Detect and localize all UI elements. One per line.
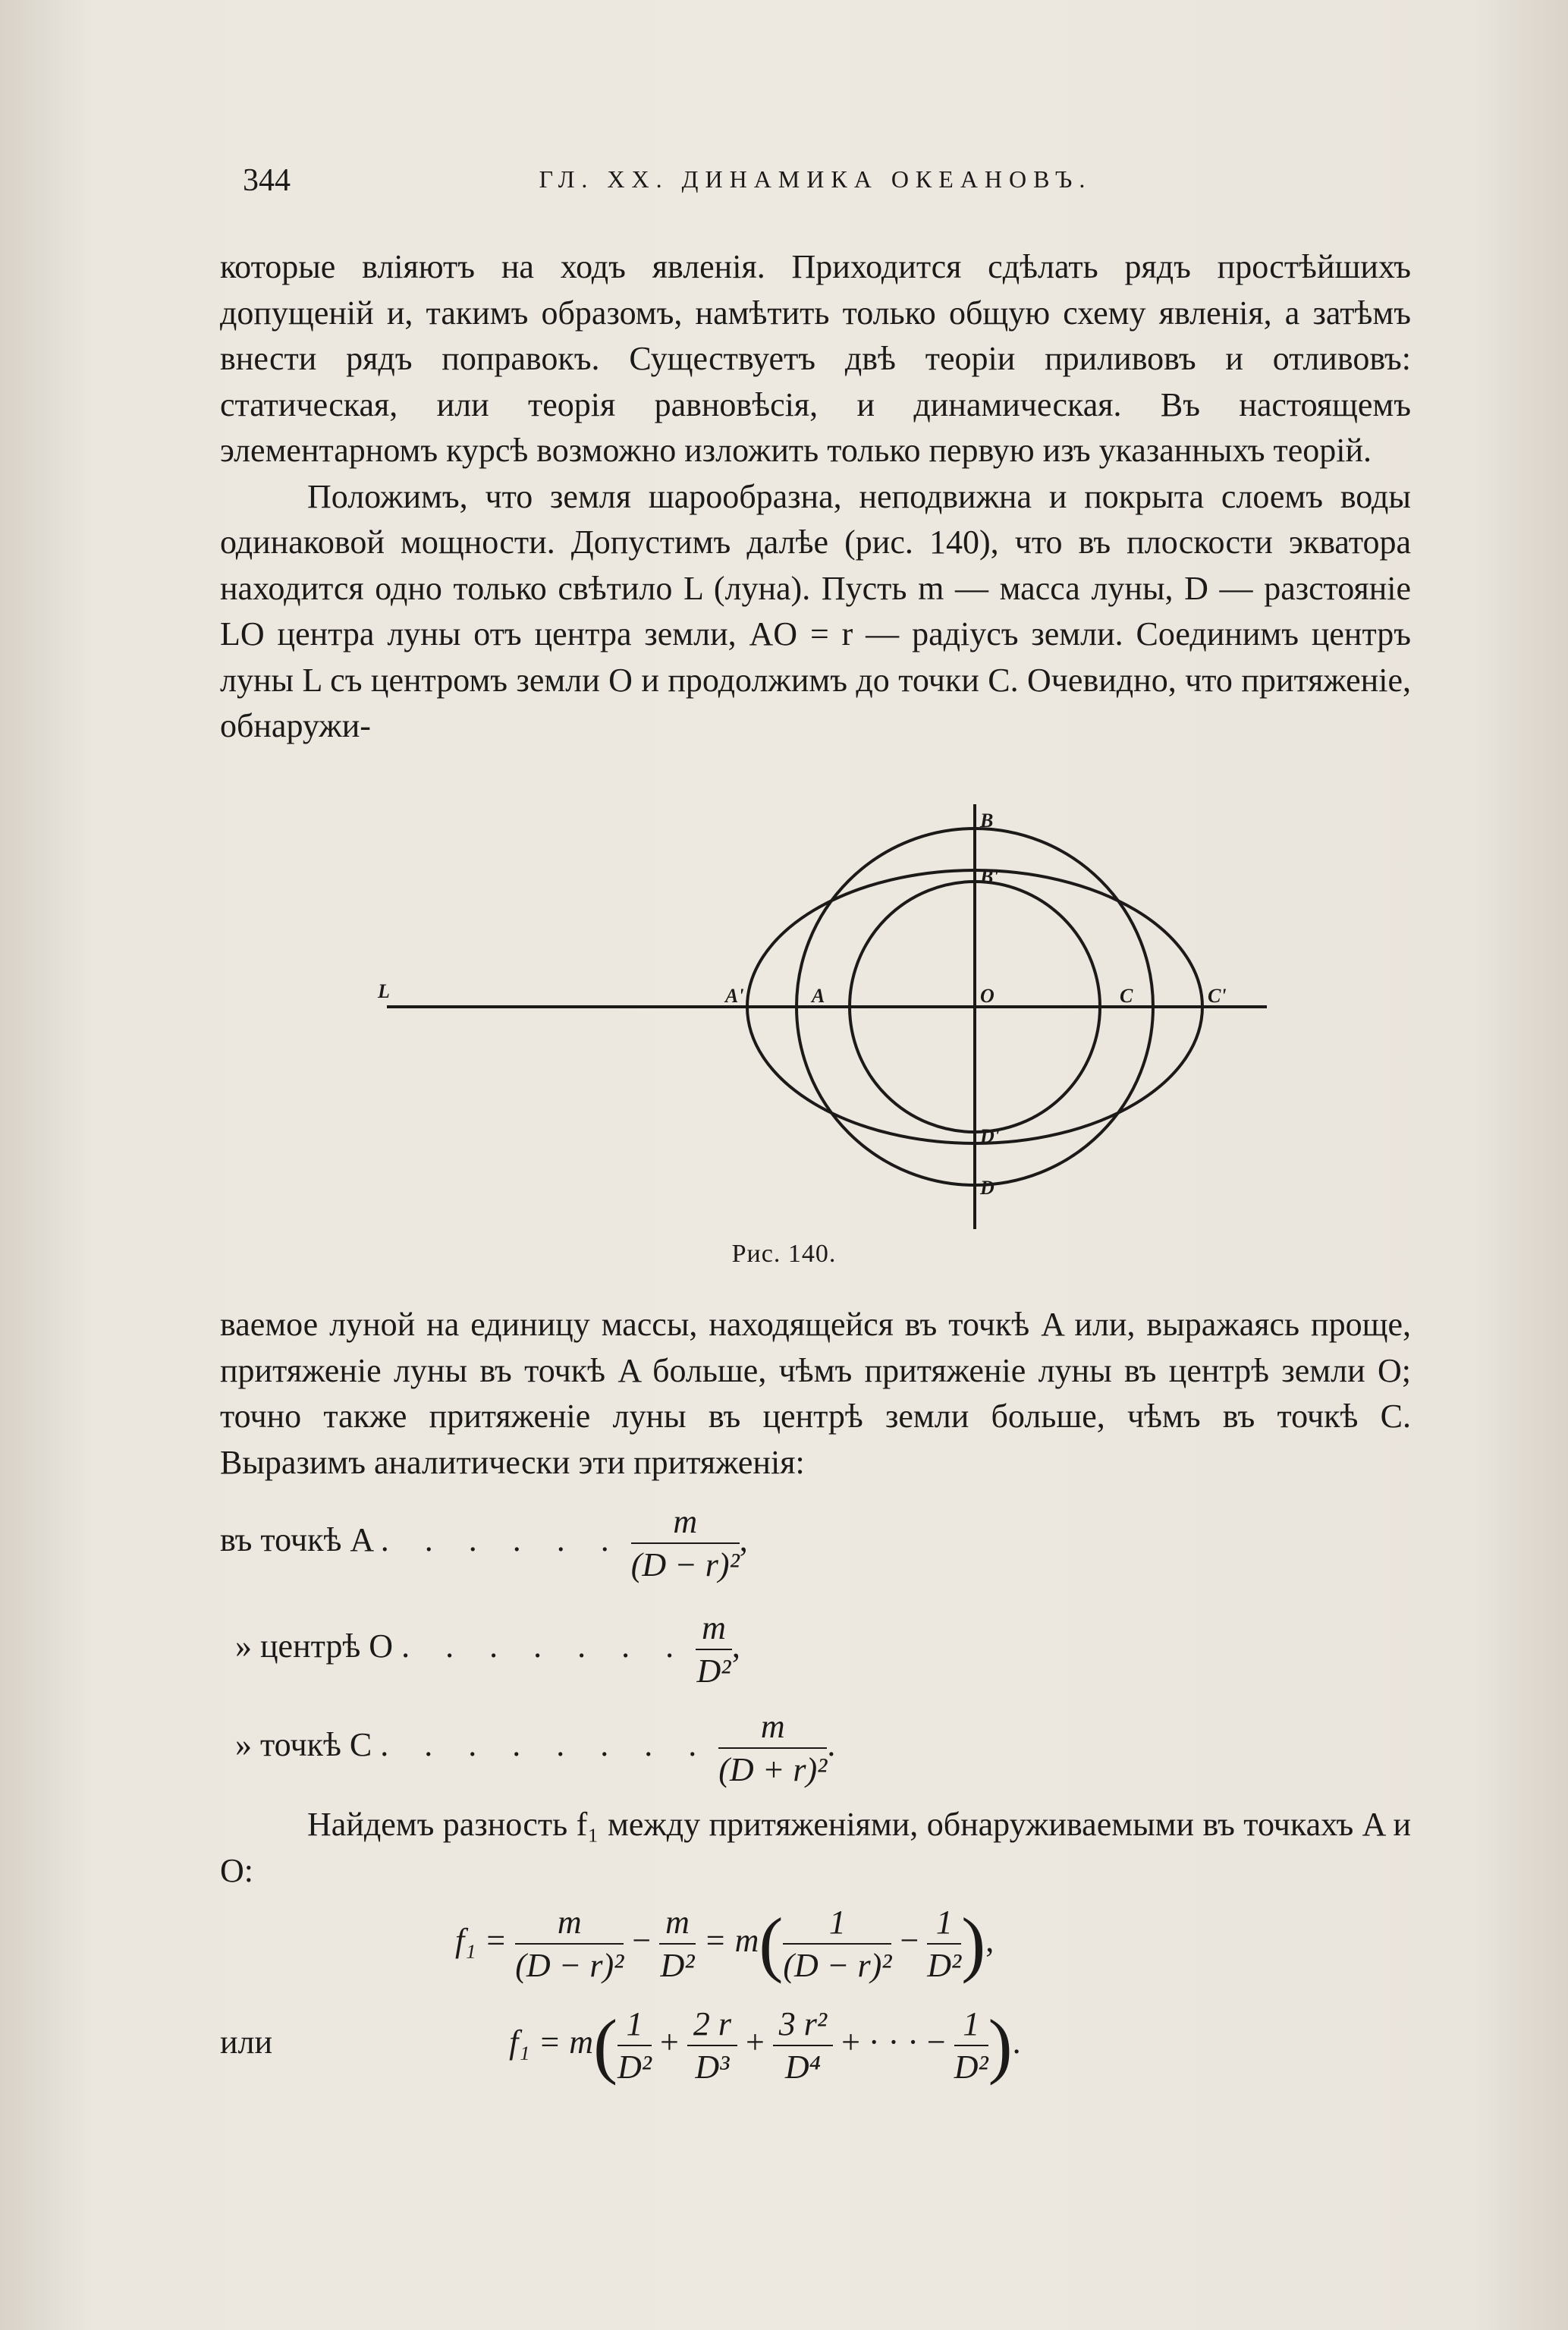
label-B-prime: B': [980, 866, 999, 888]
paragraph-4: Найдемъ разность f₁ между притяженіями, обнаруживаемыми въ точкахъ A и O:: [220, 1806, 1411, 1889]
label-C: C: [1120, 985, 1133, 1007]
formula-at-O: » центрѣ O . . . . . . . $\frac{m}{\text{D²}}$ ,: [235, 1609, 740, 1690]
label-O: O: [980, 985, 995, 1007]
paragraph-3: ваемое луной на единицу массы, находящейся въ точкѣ A или, выражаясь проще, притяженіе луны въ точкѣ A больше, чѣмъ притяженіе луны въ центрѣ земли O; точно также притяженіе луны въ центрѣ земли больше, чѣмъ въ точкѣ C. Выразимъ аналитически эти притяженія:: [220, 1306, 1411, 1481]
fraction: $\frac{1}{\text{D²}}$: [617, 2005, 652, 2086]
fraction: $\frac{1}{\text{D²}}$: [927, 1904, 962, 1984]
fraction: $\frac{m}{\text{(D + r)²}}$: [718, 1708, 828, 1788]
formula-at-C: » точкѣ C . . . . . . . . $\frac{m}{\text{(D + r)²}}$ .: [235, 1708, 836, 1788]
text-block-bottom: [220, 1802, 1411, 1894]
fraction: $\frac{2 r}{\text{D³}}$: [687, 2005, 737, 2086]
formula-at-A-label: въ точкѣ A: [220, 1521, 372, 1559]
label-A-prime: A': [725, 985, 744, 1007]
fraction: $\frac{m}{\text{(D − r)²}}$: [630, 1503, 740, 1583]
fraction: $\frac{m}{\text{(D − r)²}}$: [515, 1904, 624, 1984]
running-head: ГЛ. XX. ДИНАМИКА ОКЕАНОВЪ.: [539, 165, 1092, 193]
fraction: $\frac{1}{\text{D²}}$: [954, 2005, 988, 2086]
formula-prefix: или: [220, 2023, 273, 2061]
formula-f1-first: f₁ = $\frac{m}{\text{(D − r)²}}$ − $\frac{m}{\text{D²}}$ = m( $\frac{1}{\text{(D − r)²}}$ − $\frac{1}{\text{D²}}$ ),: [455, 1903, 995, 1984]
fraction: $\frac{1}{\text{(D − r)²}}$: [783, 1904, 892, 1984]
page-number: 344: [243, 163, 291, 198]
page-header: [220, 162, 1411, 208]
fraction: $\frac{m}{\text{D²}}$: [696, 1609, 731, 1690]
formula-f1-second: или f₁ = m( $\frac{1}{\text{D²}}$ + $\frac{2 r}{\text{D³}}$ + $\frac{\text{3 r²}}{\text{D⁴}}$ + · · · − $\frac{1}{\text{D²}}$ ).: [220, 2005, 1021, 2086]
formula-at-C-label: » точкѣ C: [235, 1726, 372, 1764]
figure-140: [364, 804, 1297, 1305]
text-block-top: [220, 244, 1411, 750]
formula-at-A: въ точкѣ A . . . . . . $\frac{m}{\text{(D − r)²}}$ ,: [220, 1503, 748, 1583]
figure-caption: Рис. 140.: [731, 1240, 837, 1268]
fraction: $\frac{m}{\text{D²}}$: [660, 1904, 695, 1984]
label-D: D: [980, 1177, 995, 1199]
paragraph-2: Положимъ, что земля шарообразна, неподвижна и покрыта слоемъ воды одинаковой мощности. Допустимъ далѣе (рис. 140), что въ плоскости экватора находится одно только свѣтило L (луна). Пусть m — масса луны, D — разстояніе LO центра луны отъ центра земли, AO = r — радіусъ земли. Соединимъ центръ луны L съ центромъ земли O и продолжимъ до точки C. Очевидно, что притяженіе, обнаружи-: [220, 477, 1411, 744]
label-C-prime: C': [1208, 985, 1227, 1007]
label-B: B: [980, 810, 994, 832]
fraction: $\frac{\text{3 r²}}{\text{D⁴}}$: [773, 2005, 833, 2086]
label-D-prime: D': [980, 1125, 1000, 1147]
label-A: A: [812, 985, 825, 1007]
label-L: L: [378, 980, 390, 1002]
formula-at-O-label: » центрѣ O: [235, 1627, 394, 1665]
paragraph-1: которые вліяютъ на ходъ явленія. Приходится сдѣлать рядъ простѣйшихъ допущеній и, такимъ образомъ, намѣтить только общую схему явленія, а затѣмъ внести рядъ поправокъ. Существуетъ двѣ теоріи приливовъ и отливовъ: статическая, или теорія равновѣсія, и динамическая. Въ настоящемъ элементарномъ курсѣ возможно изложить только первую изъ указанныхъ теорій.: [220, 248, 1411, 469]
text-block-middle: [220, 1302, 1411, 1486]
